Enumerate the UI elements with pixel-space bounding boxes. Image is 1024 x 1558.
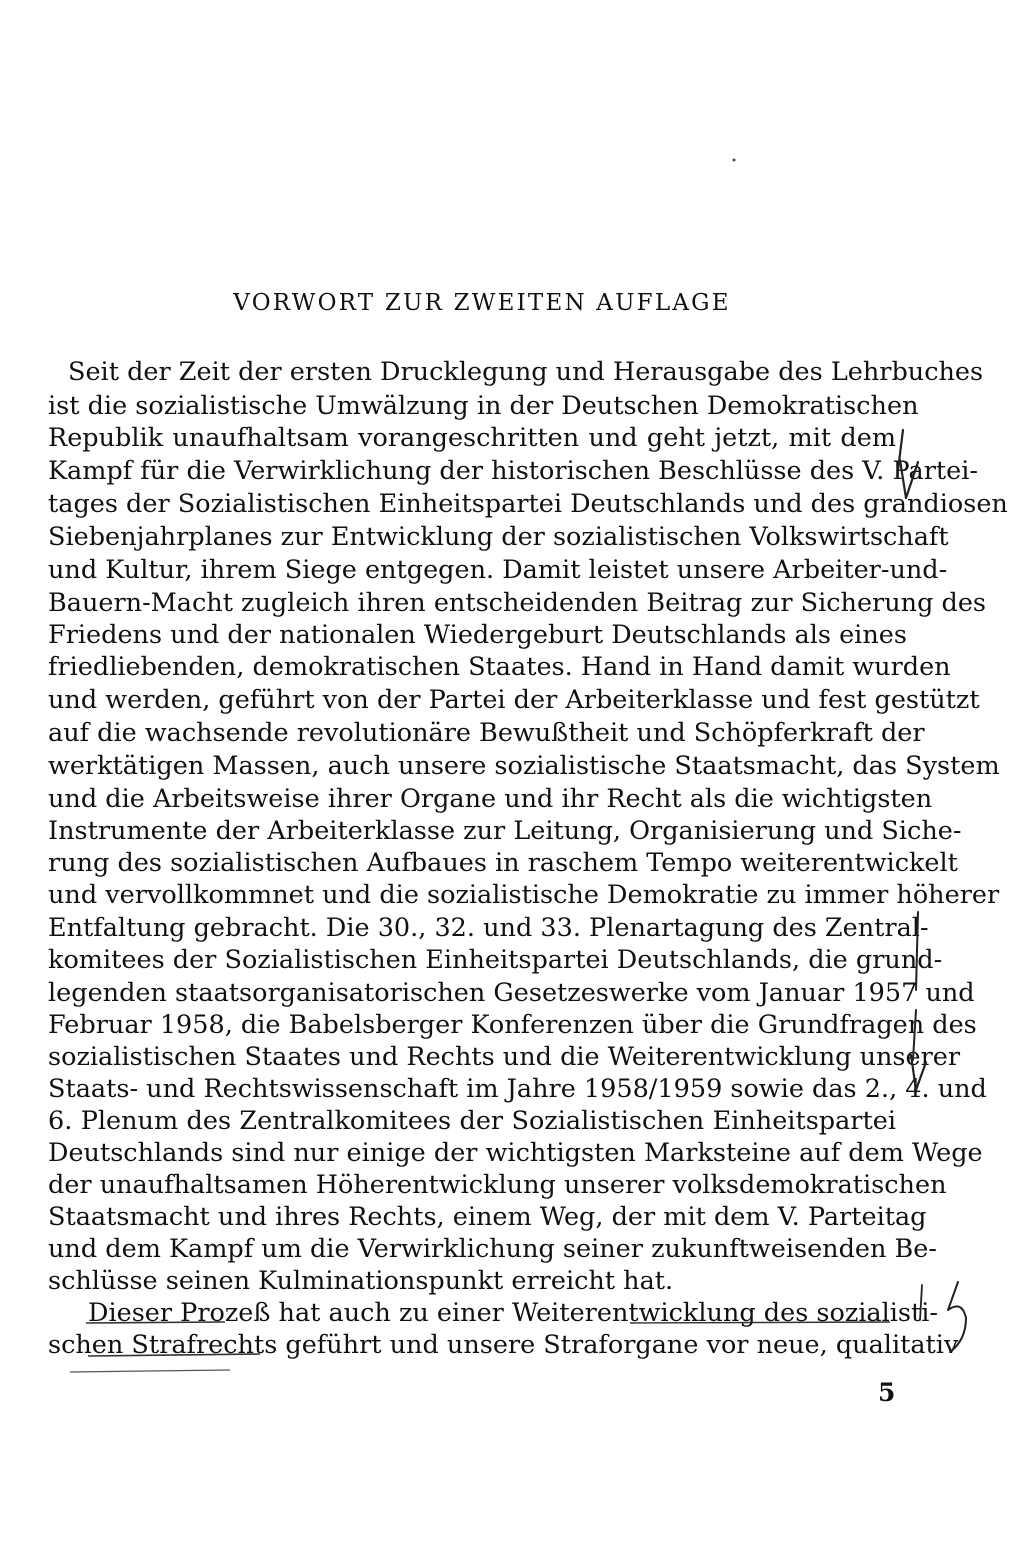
text-line: schlüsse seinen Kulminationspunkt erreicht hat. bbox=[48, 1266, 674, 1296]
text-line: auf die wachsende revolutionäre Bewußtheit und Schöpferkraft der bbox=[48, 718, 925, 748]
text-line: Staatsmacht und ihres Rechts, einem Weg, der mit dem V. Parteitag bbox=[48, 1202, 927, 1232]
text-line: Kampf für die Verwirklichung der historischen Beschlüsse des V. Partei- bbox=[48, 456, 978, 486]
text-line: werktätigen Massen, auch unsere sozialistische Staatsmacht, das System bbox=[48, 751, 1000, 781]
text-line: schen Strafrechts geführt und unsere Straforgane vor neue, qualitativ bbox=[48, 1330, 959, 1360]
text-line: Siebenjahrplanes zur Entwicklung der sozialistischen Volkswirtschaft bbox=[48, 522, 949, 552]
text-line: Seit der Zeit der ersten Drucklegung und Herausgabe des Lehrbuches bbox=[68, 357, 984, 387]
text-line: friedliebenden, demokratischen Staates. Hand in Hand damit wurden bbox=[48, 652, 951, 682]
text-line: und vervollkommnet und die sozialistische Demokratie zu immer höherer bbox=[48, 880, 1000, 910]
text-line: und die Arbeitsweise ihrer Organe und ihr Recht als die wichtigsten bbox=[48, 784, 933, 814]
text-line: der unaufhaltsamen Höherentwicklung unserer volksdemokratischen bbox=[48, 1170, 947, 1200]
text-line: sozialistischen Staates und Rechts und die Weiterentwicklung unserer bbox=[48, 1042, 961, 1072]
text-line: Februar 1958, die Babelsberger Konferenzen über die Grundfragen des bbox=[48, 1010, 977, 1040]
text-line: Staats- und Rechtswissenschaft im Jahre 1958/1959 sowie das 2., 4. und bbox=[48, 1074, 987, 1104]
text-line: legenden staatsorganisatorischen Gesetzeswerke vom Januar 1957 und bbox=[48, 978, 975, 1008]
stray-dot bbox=[733, 159, 736, 162]
text-line: Instrumente der Arbeiterklasse zur Leitung, Organisierung und Siche- bbox=[48, 816, 962, 846]
text-line: Republik unaufhaltsam vorangeschritten und geht jetzt, mit dem bbox=[48, 423, 896, 453]
text-line: rung des sozialistischen Aufbaues in raschem Tempo weiterentwickelt bbox=[48, 848, 958, 878]
text-line: komitees der Sozialistischen Einheitspartei Deutschlands, die grund- bbox=[48, 945, 943, 975]
text-line: tages der Sozialistischen Einheitspartei Deutschlands und des grandiosen bbox=[48, 489, 1008, 519]
text-line: und Kultur, ihrem Siege entgegen. Damit leistet unsere Arbeiter-und- bbox=[48, 555, 948, 585]
text-line: 6. Plenum des Zentralkomitees der Sozialistischen Einheitspartei bbox=[48, 1106, 896, 1136]
text-line: Bauern-Macht zugleich ihren entscheidenden Beitrag zur Sicherung des bbox=[48, 588, 987, 618]
text-line: Friedens und der nationalen Wiedergeburt Deutschlands als eines bbox=[48, 620, 907, 650]
text-line: Entfaltung gebracht. Die 30., 32. und 33. Plenartagung des Zentral- bbox=[48, 913, 929, 943]
text-line: und werden, geführt von der Partei der Arbeiterklasse und fest gestützt bbox=[48, 685, 980, 715]
underline-mark bbox=[70, 1370, 230, 1372]
text-line: ist die sozialistische Umwälzung in der Deutschen Demokratischen bbox=[48, 391, 919, 421]
text-line: Dieser Prozeß hat auch zu einer Weiterentwicklung des sozialisti- bbox=[88, 1298, 939, 1328]
text-line: und dem Kampf um die Verwirklichung seiner zukunftweisenden Be- bbox=[48, 1234, 937, 1264]
page-number: 5 bbox=[878, 1378, 896, 1407]
text-line: Deutschlands sind nur einige der wichtigsten Marksteine auf dem Wege bbox=[48, 1138, 983, 1168]
page-heading: VORWORT ZUR ZWEITEN AUFLAGE bbox=[233, 290, 731, 316]
